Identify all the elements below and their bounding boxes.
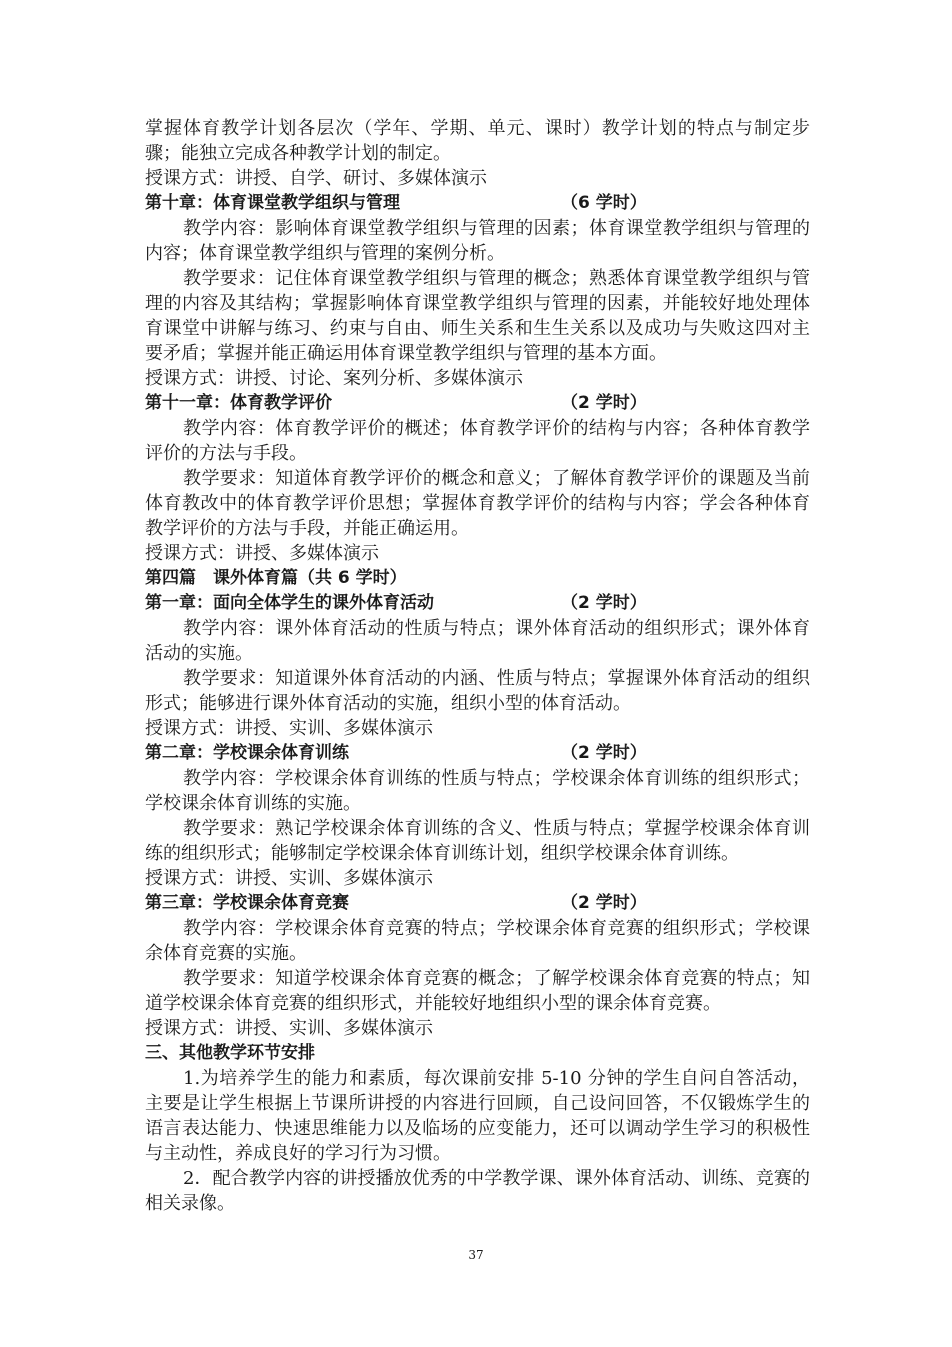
teaching-method-line: 授课方式：讲授、自学、研讨、多媒体演示 bbox=[145, 168, 487, 189]
teaching-requirement-paragraph: 教学要求：知道体育教学评价的概念和意义；了解体育教学评价的课题及当前体育教改中的体育教学评价思想；掌握体育教学评价的结构与内容；学会各种体育教学评价的方法与手段，并能正确运用。 bbox=[145, 468, 810, 539]
chapter-title: 第十一章：体育教学评价 bbox=[145, 393, 332, 413]
teaching-method-line: 授课方式：讲授、讨论、案列分析、多媒体演示 bbox=[145, 368, 523, 389]
teaching-requirement-paragraph: 教学要求：记住体育课堂教学组织与管理的概念；熟悉体育课堂教学组织与管理的内容及其结构；掌握影响体育课堂教学组织与管理的因素，并能较好地处理体育课堂中讲解与练习、约束与自由、师生关系和生生关系以及成功与失败这四对主要矛盾；掌握并能正确运用体育课堂教学组织与管理的基本方面。 bbox=[145, 268, 810, 364]
arrangement-item: 2．配合教学内容的讲授播放优秀的中学教学课、课外体育活动、训练、竞赛的相关录像。 bbox=[145, 1168, 810, 1214]
chapter-heading bbox=[145, 591, 810, 616]
arrangement-item: 1.为培养学生的能力和素质，每次课前安排 5-10 分钟的学生自问自答活动，主要是让学生根据上节课所讲授的内容进行回顾，自己设问回答，不仅锻炼学生的语言表达能力、快速思维能力以及临场的应变能力，还可以调动学生学习的积极性与主动性，养成良好的学习行为习惯。 bbox=[145, 1068, 810, 1164]
section-heading: 三、其他教学环节安排 bbox=[145, 1043, 315, 1063]
teaching-method-line: 授课方式：讲授、多媒体演示 bbox=[145, 543, 379, 564]
chapter-hours: （6 学时） bbox=[561, 193, 647, 213]
teaching-requirement-paragraph: 教学要求：知道学校课余体育竞赛的概念；了解学校课余体育竞赛的特点；知道学校课余体育竞赛的组织形式，并能较好地组织小型的课余体育竞赛。 bbox=[145, 968, 810, 1014]
chapter-hours: （2 学时） bbox=[561, 593, 647, 613]
part-heading: 第四篇 课外体育篇（共 6 学时） bbox=[145, 568, 407, 588]
chapter-hours: （2 学时） bbox=[561, 393, 647, 413]
chapter-heading bbox=[145, 741, 810, 766]
chapter-title: 第二章：学校课余体育训练 bbox=[145, 743, 349, 763]
document-body bbox=[145, 116, 810, 1216]
teaching-content-paragraph: 教学内容：体育教学评价的概述；体育教学评价的结构与内容；各种体育教学评价的方法与手段。 bbox=[145, 418, 810, 464]
teaching-content-paragraph: 教学内容：课外体育活动的性质与特点；课外体育活动的组织形式；课外体育活动的实施。 bbox=[145, 618, 810, 664]
chapter-heading bbox=[145, 891, 810, 916]
teaching-content-paragraph: 教学内容：影响体育课堂教学组织与管理的因素；体育课堂教学组织与管理的内容；体育课堂教学组织与管理的案例分析。 bbox=[145, 218, 810, 264]
teaching-method-line: 授课方式：讲授、实训、多媒体演示 bbox=[145, 718, 433, 739]
chapter-hours: （2 学时） bbox=[561, 893, 647, 913]
chapter-title: 第一章：面向全体学生的课外体育活动 bbox=[145, 593, 434, 613]
chapter-heading bbox=[145, 191, 810, 216]
teaching-method-line: 授课方式：讲授、实训、多媒体演示 bbox=[145, 868, 433, 889]
chapter-title: 第三章：学校课余体育竞赛 bbox=[145, 893, 349, 913]
teaching-requirement-paragraph: 教学要求：熟记学校课余体育训练的含义、性质与特点；掌握学校课余体育训练的组织形式；能够制定学校课余体育训练计划，组织学校课余体育训练。 bbox=[145, 818, 810, 864]
chapter-hours: （2 学时） bbox=[561, 743, 647, 763]
chapter-heading bbox=[145, 391, 810, 416]
teaching-content-paragraph: 教学内容：学校课余体育竞赛的特点；学校课余体育竞赛的组织形式；学校课余体育竞赛的实施。 bbox=[145, 918, 810, 964]
teaching-requirement-paragraph: 教学要求：知道课外体育活动的内涵、性质与特点；掌握课外体育活动的组织形式；能够进行课外体育活动的实施，组织小型的体育活动。 bbox=[145, 668, 810, 714]
intro-paragraph: 掌握体育教学计划各层次（学年、学期、单元、课时）教学计划的特点与制定步骤；能独立完成各种教学计划的制定。 bbox=[145, 118, 810, 164]
chapter-title: 第十章：体育课堂教学组织与管理 bbox=[145, 193, 400, 213]
teaching-method-line: 授课方式：讲授、实训、多媒体演示 bbox=[145, 1018, 433, 1039]
page-number: 37 bbox=[468, 1248, 484, 1262]
teaching-content-paragraph: 教学内容：学校课余体育训练的性质与特点；学校课余体育训练的组织形式；学校课余体育训练的实施。 bbox=[145, 768, 810, 814]
